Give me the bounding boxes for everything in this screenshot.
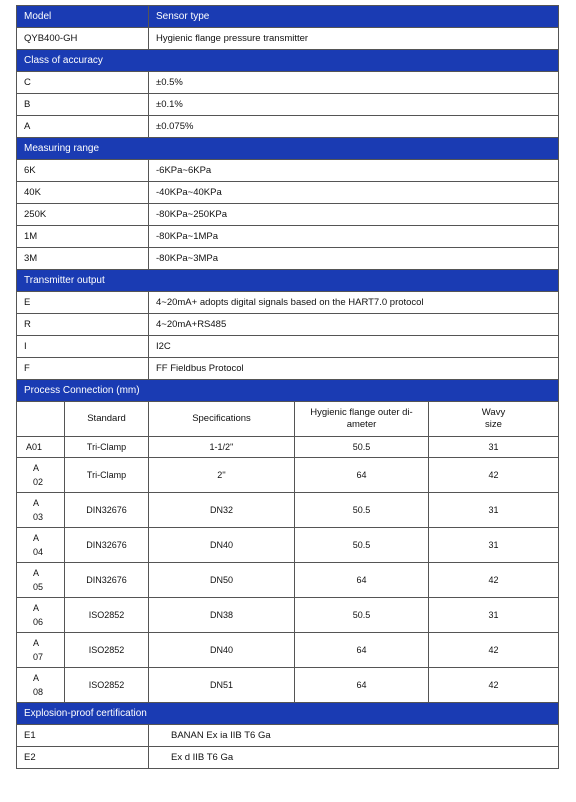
process-standard: ISO2852 xyxy=(65,633,149,668)
row-value: 4~20mA+RS485 xyxy=(149,314,559,336)
process-header-spec: Specifications xyxy=(149,402,295,437)
table-header-row xyxy=(17,6,559,28)
header-line: Wavy xyxy=(481,407,506,418)
process-outer-diameter: 50.5 xyxy=(295,493,429,528)
process-spec: DN40 xyxy=(149,633,295,668)
process-spec: DN38 xyxy=(149,598,295,633)
process-row xyxy=(17,458,559,493)
explosion-row xyxy=(17,747,559,769)
section-title: Process Connection (mm) xyxy=(17,380,559,402)
process-header-row xyxy=(17,402,559,437)
output-row xyxy=(17,358,559,380)
section-explosion-proof xyxy=(17,703,559,725)
process-header-code xyxy=(17,402,65,437)
accuracy-row xyxy=(17,72,559,94)
process-wavy-size: 31 xyxy=(429,528,559,563)
range-row xyxy=(17,226,559,248)
section-title: Explosion-proof certification xyxy=(17,703,559,725)
process-standard: DIN32676 xyxy=(65,528,149,563)
process-spec: 1-1/2'' xyxy=(149,437,295,458)
process-code: A 04 xyxy=(17,528,65,563)
header-line: ameter xyxy=(346,419,377,430)
process-spec: DN40 xyxy=(149,528,295,563)
process-standard: Tri-Clamp xyxy=(65,437,149,458)
process-outer-diameter: 50.5 xyxy=(295,598,429,633)
process-wavy-size: 31 xyxy=(429,437,559,458)
header-line: Hygienic flange outer di- xyxy=(310,407,413,418)
process-code: A 08 xyxy=(17,668,65,703)
process-outer-diameter: 64 xyxy=(295,668,429,703)
range-row xyxy=(17,160,559,182)
process-spec: DN50 xyxy=(149,563,295,598)
process-code: A 07 xyxy=(17,633,65,668)
process-spec: DN51 xyxy=(149,668,295,703)
process-outer-diameter: 64 xyxy=(295,633,429,668)
process-wavy-size: 42 xyxy=(429,458,559,493)
process-standard: DIN32676 xyxy=(65,563,149,598)
process-code: A 02 xyxy=(17,458,65,493)
output-row xyxy=(17,336,559,358)
row-code: 6K xyxy=(17,160,149,182)
row-value: Ex d IIB T6 Ga xyxy=(149,747,559,769)
row-value: -80KPa~250KPa xyxy=(149,204,559,226)
range-row xyxy=(17,248,559,270)
process-wavy-size: 31 xyxy=(429,493,559,528)
spec-table xyxy=(16,5,559,769)
row-value: I2C xyxy=(149,336,559,358)
section-accuracy xyxy=(17,50,559,72)
row-value: -6KPa~6KPa xyxy=(149,160,559,182)
row-value: ±0.1% xyxy=(149,94,559,116)
range-row xyxy=(17,182,559,204)
process-row xyxy=(17,493,559,528)
process-header-outer-diameter xyxy=(295,402,429,437)
process-row xyxy=(17,668,559,703)
process-standard: Tri-Clamp xyxy=(65,458,149,493)
section-transmitter-output xyxy=(17,270,559,292)
row-code: A xyxy=(17,116,149,138)
accuracy-row xyxy=(17,94,559,116)
process-outer-diameter: 50.5 xyxy=(295,528,429,563)
process-outer-diameter: 64 xyxy=(295,563,429,598)
process-standard: ISO2852 xyxy=(65,598,149,633)
section-process-connection xyxy=(17,380,559,402)
process-wavy-size: 31 xyxy=(429,598,559,633)
row-code: F xyxy=(17,358,149,380)
row-code: 1M xyxy=(17,226,149,248)
row-value: FF Fieldbus Protocol xyxy=(149,358,559,380)
accuracy-row xyxy=(17,116,559,138)
process-code: A 06 xyxy=(17,598,65,633)
output-row xyxy=(17,314,559,336)
row-code: R xyxy=(17,314,149,336)
row-code: E1 xyxy=(17,725,149,747)
process-row xyxy=(17,598,559,633)
process-standard: DIN32676 xyxy=(65,493,149,528)
row-value: -80KPa~1MPa xyxy=(149,226,559,248)
sensor-type-value: Hygienic flange pressure transmitter xyxy=(149,28,559,50)
row-code: 3M xyxy=(17,248,149,270)
range-row xyxy=(17,204,559,226)
explosion-row xyxy=(17,725,559,747)
row-value: 4~20mA+ adopts digital signals based on the HART7.0 protocol xyxy=(149,292,559,314)
row-value: BANAN Ex ia IIB T6 Ga xyxy=(149,725,559,747)
process-wavy-size: 42 xyxy=(429,668,559,703)
process-spec: DN32 xyxy=(149,493,295,528)
section-title: Transmitter output xyxy=(17,270,559,292)
process-wavy-size: 42 xyxy=(429,563,559,598)
process-standard: ISO2852 xyxy=(65,668,149,703)
row-code: C xyxy=(17,72,149,94)
process-code: A 05 xyxy=(17,563,65,598)
process-code: A 03 xyxy=(17,493,65,528)
process-outer-diameter: 64 xyxy=(295,458,429,493)
row-code: I xyxy=(17,336,149,358)
output-row xyxy=(17,292,559,314)
process-header-wavy-size xyxy=(429,402,559,437)
row-value: -80KPa~3MPa xyxy=(149,248,559,270)
section-title: Measuring range xyxy=(17,138,559,160)
process-row xyxy=(17,633,559,668)
header-line: size xyxy=(485,419,502,430)
row-value: ±0.5% xyxy=(149,72,559,94)
section-title: Class of accuracy xyxy=(17,50,559,72)
spec-sheet xyxy=(16,5,558,769)
row-value: ±0.075% xyxy=(149,116,559,138)
model-row xyxy=(17,28,559,50)
row-code: E xyxy=(17,292,149,314)
header-sensor-type: Sensor type xyxy=(149,6,559,28)
process-row xyxy=(17,563,559,598)
process-row xyxy=(17,437,559,458)
row-value: -40KPa~40KPa xyxy=(149,182,559,204)
section-measuring-range xyxy=(17,138,559,160)
row-code: B xyxy=(17,94,149,116)
row-code: 40K xyxy=(17,182,149,204)
process-header-standard: Standard xyxy=(65,402,149,437)
row-code: E2 xyxy=(17,747,149,769)
process-row xyxy=(17,528,559,563)
process-spec: 2'' xyxy=(149,458,295,493)
process-wavy-size: 42 xyxy=(429,633,559,668)
row-code: 250K xyxy=(17,204,149,226)
process-code: A01 xyxy=(17,437,65,458)
model-code: QYB400-GH xyxy=(17,28,149,50)
process-outer-diameter: 50.5 xyxy=(295,437,429,458)
header-model: Model xyxy=(17,6,149,28)
